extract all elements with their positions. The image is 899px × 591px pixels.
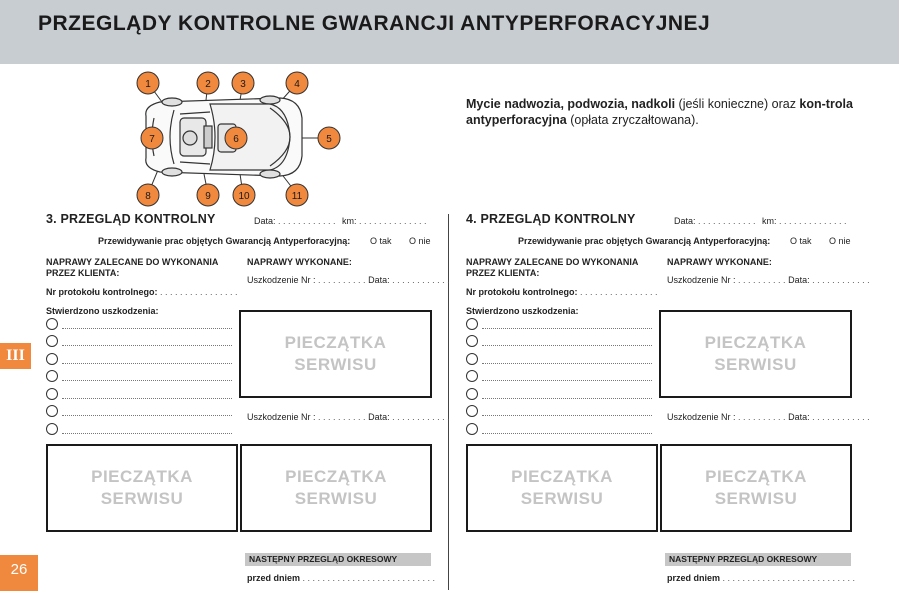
damage-checkbox[interactable] (466, 423, 478, 435)
date-label: Data: (674, 216, 696, 226)
damage-date-dots: . . . . . . . . . . . . (392, 412, 450, 422)
damage-line[interactable] (62, 363, 232, 364)
page-header (0, 0, 899, 64)
damage-checkbox[interactable] (46, 423, 58, 435)
damage-checkbox[interactable] (466, 318, 478, 330)
svg-text:3: 3 (240, 79, 246, 90)
intro-normal-2: (opłata zryczałtowana). (566, 113, 699, 127)
option-no[interactable]: O nie (829, 236, 851, 246)
intro-bold-2: kon-trola antyperforacyjna (466, 97, 853, 127)
inspection-section-3 (46, 212, 450, 588)
km-dots: . . . . . . . . . . . . . . (779, 216, 847, 226)
service-stamp-box (240, 444, 432, 532)
damage-checkbox[interactable] (466, 388, 478, 400)
damage-field-top[interactable] (667, 275, 870, 285)
damage-dots: . . . . . . . . . . (738, 412, 786, 422)
warranty-question: Przewidywanie prac objętych Gwarancją Antyperforacyjną: (98, 236, 351, 246)
damage-line[interactable] (62, 433, 232, 434)
damage-line[interactable] (482, 363, 652, 364)
chapter-tab: III (0, 343, 31, 369)
marker-10 (233, 184, 255, 206)
svg-text:1: 1 (145, 79, 151, 90)
marker-1 (137, 72, 159, 94)
recommended-repairs-label-1: NAPRAWY ZALECANE DO WYKONANIA (46, 257, 219, 267)
done-repairs-label: NAPRAWY WYKONANE: (667, 257, 772, 267)
damage-line[interactable] (62, 415, 232, 416)
svg-text:7: 7 (149, 134, 155, 145)
damage-checkbox[interactable] (46, 388, 58, 400)
intro-normal-1: (jeśli konieczne) oraz (675, 97, 800, 111)
date-dots: . . . . . . . . . . . . (698, 216, 756, 226)
damage-line[interactable] (482, 380, 652, 381)
damage-checkbox[interactable] (46, 318, 58, 330)
done-repairs-label: NAPRAWY WYKONANE: (247, 257, 352, 267)
damage-field-bottom[interactable] (247, 412, 450, 422)
stamp-line-1: PIECZĄTKA (705, 467, 807, 486)
damage-checkbox[interactable] (466, 370, 478, 382)
svg-text:11: 11 (291, 191, 303, 202)
damage-date-dots: . . . . . . . . . . . . (812, 275, 870, 285)
recommended-repairs-label-2: PRZEZ KLIENTA: (466, 268, 540, 278)
service-stamp-box (46, 444, 238, 532)
date-label: Data: (254, 216, 276, 226)
next-inspection-label: NASTĘPNY PRZEGLĄD OKRESOWY (245, 553, 431, 566)
marker-8 (137, 184, 159, 206)
damage-checkbox[interactable] (466, 353, 478, 365)
before-date-label: przed dniem (667, 573, 721, 583)
damage-date-dots: . . . . . . . . . . . . (392, 275, 450, 285)
date-field[interactable] (674, 216, 756, 226)
damage-dots: . . . . . . . . . . (738, 275, 786, 285)
damage-label: Uszkodzenie Nr : (667, 412, 736, 422)
damage-checkbox[interactable] (466, 335, 478, 347)
found-damages-label: Stwierdzono uszkodzenia: (466, 306, 579, 316)
protocol-field[interactable] (46, 287, 238, 297)
date-dots: . . . . . . . . . . . . (278, 216, 336, 226)
intro-text (466, 96, 856, 128)
inspection-section-4 (466, 212, 870, 588)
next-inspection-date-field[interactable] (667, 573, 855, 583)
marker-2 (197, 72, 219, 94)
stamp-line-1: PIECZĄTKA (704, 333, 807, 352)
protocol-field[interactable] (466, 287, 658, 297)
service-stamp-box (239, 310, 432, 398)
section-title: 3. PRZEGLĄD KONTROLNY (46, 212, 216, 226)
intro-bold-1: Mycie nadwozia, podwozia, nadkoli (466, 97, 676, 111)
damage-date-label: Data: (368, 275, 390, 285)
damage-field-top[interactable] (247, 275, 450, 285)
stamp-line-1: PIECZĄTKA (511, 467, 613, 486)
column-divider (448, 214, 449, 590)
service-stamp-box (659, 310, 852, 398)
found-damages-label: Stwierdzono uszkodzenia: (46, 306, 159, 316)
damage-dots: . . . . . . . . . . (318, 412, 366, 422)
protocol-dots: . . . . . . . . . . . . . . . . (580, 287, 658, 297)
km-field[interactable] (342, 216, 427, 226)
km-label: km: (762, 216, 777, 226)
marker-4 (286, 72, 308, 94)
svg-text:5: 5 (326, 134, 332, 145)
damage-label: Uszkodzenie Nr : (247, 275, 316, 285)
page-title: PRZEGLĄDY KONTROLNE GWARANCJI ANTYPERFORACYJNEJ (38, 12, 711, 35)
protocol-dots: . . . . . . . . . . . . . . . . (160, 287, 238, 297)
damage-date-label: Data: (788, 412, 810, 422)
stamp-line-2: SERWISU (714, 355, 797, 374)
damage-line[interactable] (482, 415, 652, 416)
damage-line[interactable] (482, 398, 652, 399)
before-date-dots: . . . . . . . . . . . . . . . . . . . . . . . . . . . (302, 573, 436, 583)
section-title: 4. PRZEGLĄD KONTROLNY (466, 212, 636, 226)
stamp-line-2: SERWISU (294, 489, 378, 508)
svg-text:8: 8 (145, 191, 151, 202)
stamp-line-1: PIECZĄTKA (91, 467, 193, 486)
damage-checkbox[interactable] (466, 405, 478, 417)
km-dots: . . . . . . . . . . . . . . (359, 216, 427, 226)
svg-text:10: 10 (238, 191, 250, 202)
service-stamp-box (466, 444, 658, 532)
protocol-label: Nr protokołu kontrolnego: (46, 287, 158, 297)
damage-checkbox[interactable] (46, 405, 58, 417)
damage-line[interactable] (62, 380, 232, 381)
marker-9 (197, 184, 219, 206)
option-no[interactable]: O nie (409, 236, 431, 246)
next-inspection-date-field[interactable] (247, 573, 435, 583)
recommended-repairs-label-2: PRZEZ KLIENTA: (46, 268, 120, 278)
stamp-line-1: PIECZĄTKA (284, 333, 387, 352)
before-date-dots: . . . . . . . . . . . . . . . . . . . . . . . . . . . (722, 573, 856, 583)
damage-line[interactable] (62, 345, 232, 346)
recommended-repairs-label-1: NAPRAWY ZALECANE DO WYKONANIA (466, 257, 639, 267)
stamp-line-2: SERWISU (714, 489, 798, 508)
car-diagram (120, 66, 360, 212)
next-inspection-label: NASTĘPNY PRZEGLĄD OKRESOWY (665, 553, 851, 566)
damage-line[interactable] (482, 345, 652, 346)
option-yes[interactable]: O tak (790, 236, 812, 246)
marker-6 (225, 127, 247, 149)
damage-date-label: Data: (788, 275, 810, 285)
marker-11 (286, 184, 308, 206)
svg-text:2: 2 (205, 79, 211, 90)
damage-label: Uszkodzenie Nr : (247, 412, 316, 422)
damage-line[interactable] (482, 328, 652, 329)
damage-date-dots: . . . . . . . . . . . . (812, 412, 870, 422)
date-field[interactable] (254, 216, 336, 226)
svg-text:6: 6 (233, 134, 239, 145)
damage-line[interactable] (62, 328, 232, 329)
damage-dots: . . . . . . . . . . (318, 275, 366, 285)
damage-checkbox[interactable] (46, 335, 58, 347)
marker-7 (141, 127, 163, 149)
protocol-label: Nr protokołu kontrolnego: (466, 287, 578, 297)
km-label: km: (342, 216, 357, 226)
damage-date-label: Data: (368, 412, 390, 422)
marker-3 (232, 72, 254, 94)
before-date-label: przed dniem (247, 573, 301, 583)
page-number: 26 (0, 555, 38, 591)
marker-5 (318, 127, 340, 149)
warranty-question: Przewidywanie prac objętych Gwarancją Antyperforacyjną: (518, 236, 771, 246)
stamp-line-2: SERWISU (100, 489, 184, 508)
service-stamp-box (660, 444, 852, 532)
damage-checkbox[interactable] (46, 370, 58, 382)
car-top-view-icon (120, 66, 360, 212)
damage-line[interactable] (62, 398, 232, 399)
svg-text:4: 4 (294, 79, 300, 90)
damage-field-bottom[interactable] (667, 412, 870, 422)
damage-line[interactable] (482, 433, 652, 434)
km-field[interactable] (762, 216, 847, 226)
stamp-line-2: SERWISU (520, 489, 604, 508)
damage-checkbox[interactable] (46, 353, 58, 365)
svg-text:9: 9 (205, 191, 211, 202)
option-yes[interactable]: O tak (370, 236, 392, 246)
damage-label: Uszkodzenie Nr : (667, 275, 736, 285)
stamp-line-1: PIECZĄTKA (285, 467, 387, 486)
stamp-line-2: SERWISU (294, 355, 377, 374)
